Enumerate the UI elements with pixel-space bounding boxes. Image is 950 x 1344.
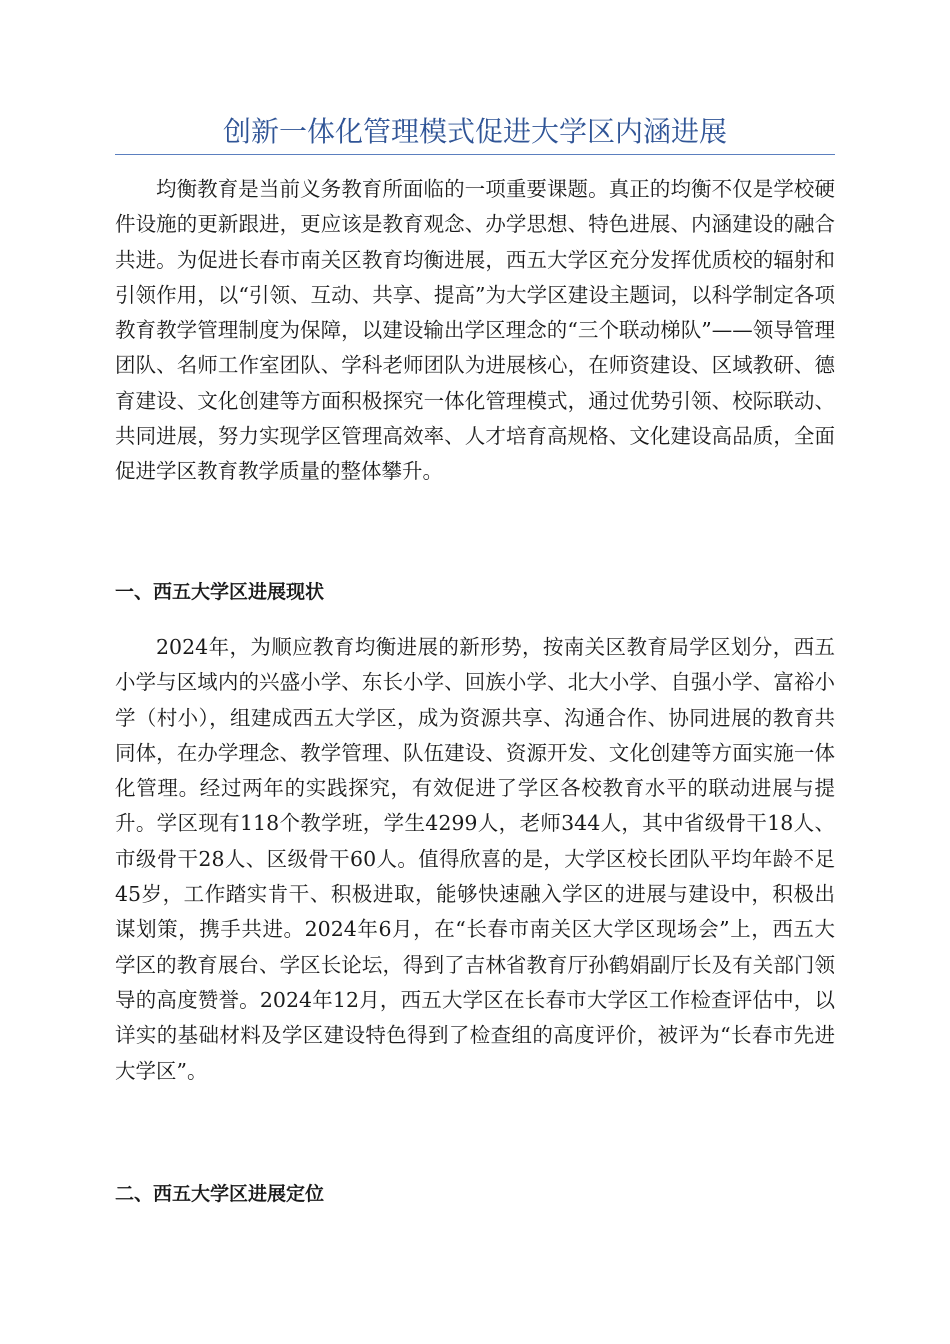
intro-paragraph: 均衡教育是当前义务教育所面临的一项重要课题。真正的均衡不仅是学校硬件设施的更新跟进，更应该是教育观念、办学思想、特色进展、内涵建设的融合共进。为促进长春市南关区教育均衡进展，西五大学区充分发挥优质校的辐射和引领作用，以“引领、互动、共享、提高”为大学区建设主题词，以科学制定各项教育教学管理制度为保障，以建设输出学区理念的“三个联动梯队”——领导管理团队、名师工作室团队、学科老师团队为进展核心，在师资建设、区域教研、德育建设、文化创建等方面积极探究一体化管理模式，通过优势引领、校际联动、共同进展，努力实现学区管理高效率、人才培育高规格、文化建设高品质，全面促进学区教育教学质量的整体攀升。 bbox=[115, 177, 835, 484]
document-title: 创新一体化管理模式促进大学区内涵进展 bbox=[115, 112, 835, 155]
section1-paragraph: 2024年，为顺应教育均衡进展的新形势，按南关区教育局学区划分，西五小学与区域内的兴盛小学、东长小学、回族小学、北大小学、自强小学、富裕小学（村小），组建成西五大学区，成为资源共享、沟通合作、协同进展的教育共同体，在办学理念、教学管理、队伍建设、资源开发、文化创建等方面实施一体化管理。经过两年的实践探究，有效促进了学区各校教育水平的联动进展与提升。学区现有118个教学班，学生4299人，老师344人，其中省级骨干18人、市级骨干28人、区级骨干60人。值得欣喜的是，大学区校长团队平均年龄不足45岁，工作踏实肯干、积极进取，能够快速融入学区的进展与建设中，积极出谋划策，携手共进。2024年6月，在“长春市南关区大学区现场会”上，西五大学区的教育展台、学区长论坛，得到了吉林省教育厅孙鹤娟副厅长及有关部门领导的高度赞誉。2024年12月，西五大学区在长春市大学区工作检查评估中，以详实的基础材料及学区建设特色得到了检查组的高度评价，被评为“长春市先进大学区”。 bbox=[115, 635, 835, 1083]
section2-heading: 二、西五大学区进展定位 bbox=[115, 1183, 325, 1205]
section1-heading: 一、西五大学区进展现状 bbox=[115, 581, 325, 603]
document-page bbox=[115, 112, 835, 1205]
